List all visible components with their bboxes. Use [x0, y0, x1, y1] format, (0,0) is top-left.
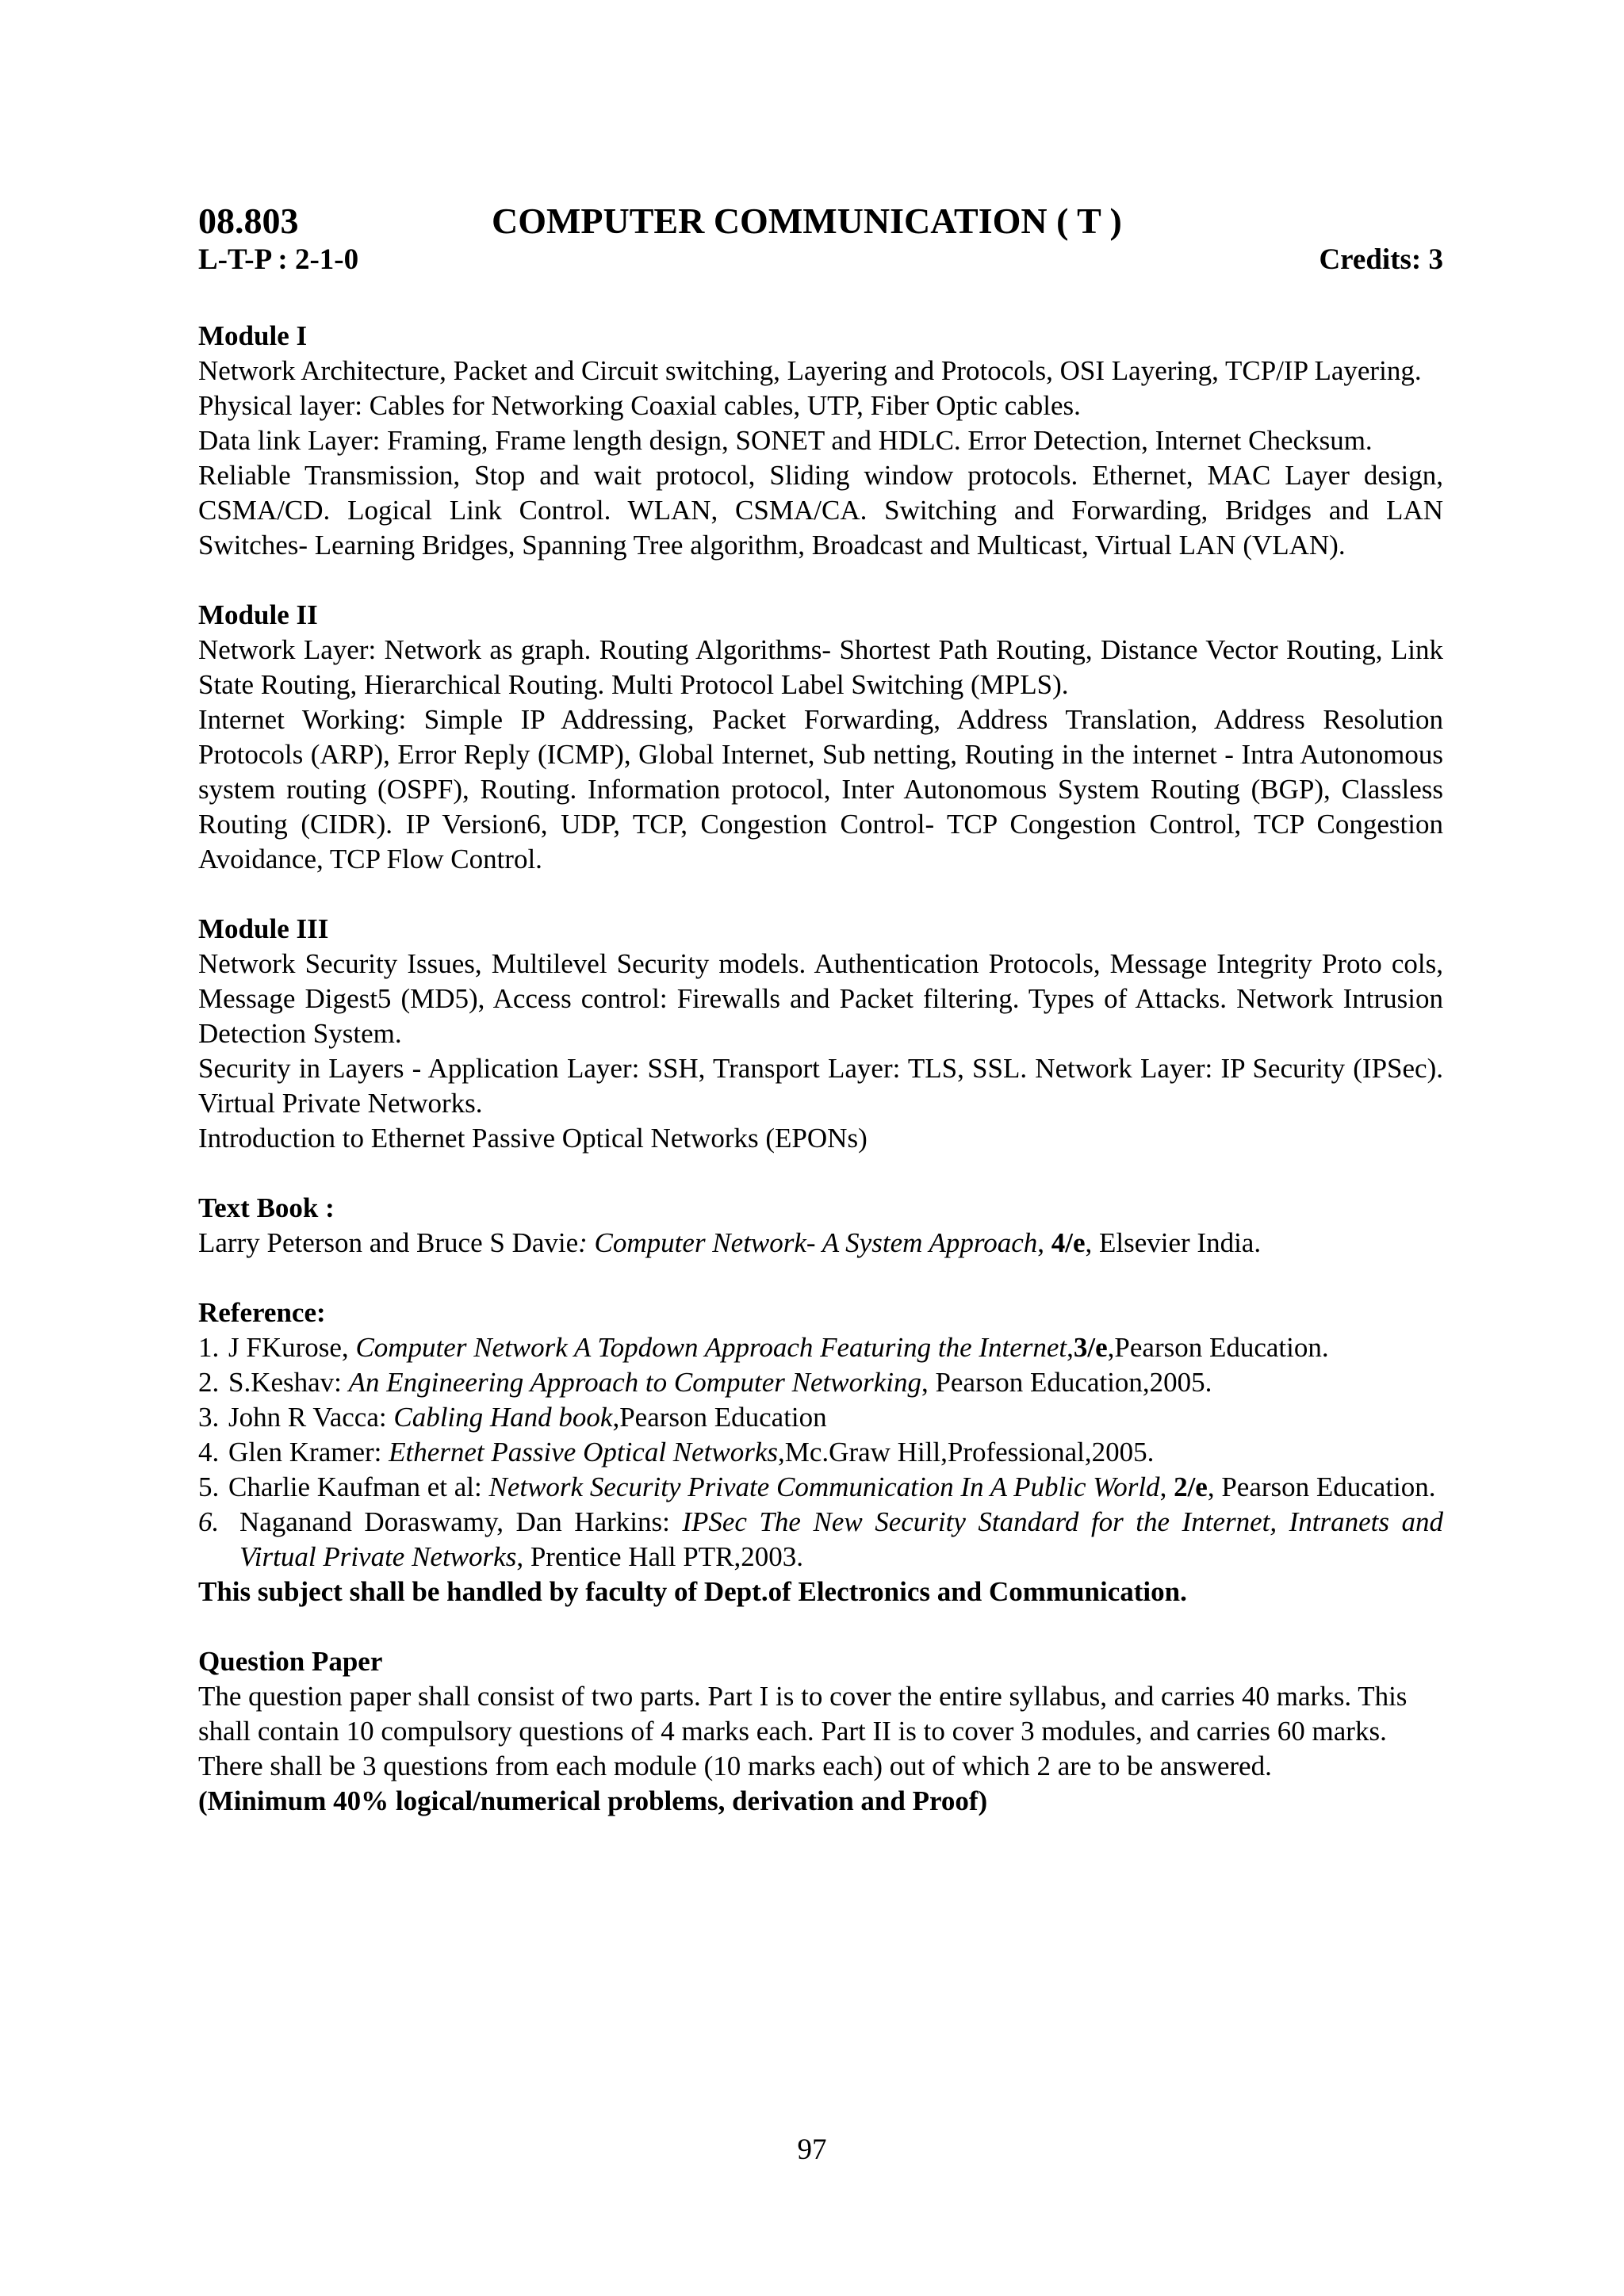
reference-publisher: , Pearson Education. [1207, 1471, 1436, 1502]
textbook-title: : Computer Network- A System Approach [578, 1227, 1038, 1258]
module-1-paragraph: Reliable Transmission, Stop and wait protocol, Sliding window protocols. Ethernet, MAC Layer design, CSMA/CD. Logical Link Control. WLAN, CSMA/CA. Switching and Forwarding, Bridges and LAN Switches- Learning Bridges, Spanning Tree algorithm, Broadcast and Multicast, Virtual LAN (VLAN). [198, 460, 1443, 561]
reference-number: 2. [198, 1367, 220, 1398]
reference-edition: 2/e [1174, 1471, 1208, 1502]
textbook-publisher: , Elsevier India. [1085, 1227, 1262, 1258]
reference-separator: , [1067, 1332, 1074, 1363]
reference-item [198, 1435, 1443, 1470]
module-3-paragraph: Network Security Issues, Multilevel Security models. Authentication Protocols, Message Integrity Proto cols, Message Digest5 (MD5), Access control: Firewalls and Packet filtering. Types of Attacks. Network Intrusion Detection System. [198, 948, 1443, 1049]
module-1-paragraph: Network Architecture, Packet and Circuit switching, Layering and Protocols, OSI Layering, TCP/IP Layering. [198, 355, 1422, 386]
textbook-edition: 4/e [1051, 1227, 1086, 1258]
document-content [198, 200, 1443, 1819]
reference-author: John R Vacca: [228, 1402, 394, 1433]
module-2-paragraph: Internet Working: Simple IP Addressing, Packet Forwarding, Address Translation, Address Resolution Protocols (ARP), Error Reply (ICMP), Global Internet, Sub netting, Routing in the internet - Intra Autonomous system routing (OSPF), Routing. Information protocol, Inter Autonomous System Routing (BGP), Classless Routing (CIDR). IP Version6, UDP, TCP, Congestion Control- TCP Congestion Control, TCP Congestion Avoidance, TCP Flow Control. [198, 704, 1443, 874]
reference-edition: 3/e [1073, 1332, 1108, 1363]
reference-publisher: ,Pearson Education [612, 1402, 827, 1433]
reference-number: 1. [198, 1332, 220, 1363]
textbook-entry [198, 1226, 1443, 1261]
course-meta-row [198, 243, 1443, 277]
reference-item [198, 1330, 1443, 1365]
course-title: COMPUTER COMMUNICATION ( T ) [492, 201, 1122, 241]
reference-item [198, 1505, 1443, 1575]
textbook-authors: Larry Peterson and Bruce S Davie [198, 1227, 579, 1258]
module-3-paragraph: Security in Layers - Application Layer: SSH, Transport Layer: TLS, SSL. Network Layer: IP Security (IPSec). Virtual Private Networks. [198, 1053, 1443, 1119]
reference-heading: Reference: [198, 1297, 326, 1328]
reference-item [198, 1470, 1443, 1505]
reference-number: 6. [198, 1506, 220, 1537]
reference-author: S.Keshav: [228, 1367, 349, 1398]
ltp-label: L-T-P : 2-1-0 [198, 243, 359, 276]
reference-title: Ethernet Passive Optical Networks [389, 1437, 779, 1468]
question-paper-note: (Minimum 40% logical/numerical problems, derivation and Proof) [198, 1785, 988, 1816]
reference-title: IPSec The New Security Standard for the Internet, Intranets and Virtual Private Networks [239, 1506, 1443, 1572]
reference-author: Glen Kramer: [228, 1437, 389, 1468]
reference-title: An Engineering Approach to Computer Networking [348, 1367, 921, 1398]
reference-item [198, 1400, 1443, 1435]
module-3-paragraph: Introduction to Ethernet Passive Optical Networks (EPONs) [198, 1123, 868, 1154]
reference-title: Cabling Hand book [393, 1402, 613, 1433]
question-paper-heading: Question Paper [198, 1646, 383, 1677]
reference-separator: , [1159, 1471, 1174, 1502]
reference-title: Computer Network A Topdown Approach Featuring the Internet [355, 1332, 1067, 1363]
course-title-row [198, 200, 1443, 243]
reference-author: Naganand Doraswamy, Dan Harkins: [239, 1506, 683, 1537]
reference-publisher: , Pearson Education,2005. [921, 1367, 1212, 1398]
module-2-paragraph: Network Layer: Network as graph. Routing Algorithms- Shortest Path Routing, Distance Vector Routing, Link State Routing, Hierarchical Routing. Multi Protocol Label Switching (MPLS). [198, 634, 1443, 700]
question-paper-paragraph: The question paper shall consist of two parts. Part I is to cover the entire syllabus, and carries 40 marks. This shall contain 10 compulsory questions of 4 marks each. Part II is to cover 3 modules, and carries 60 marks. There shall be 3 questions from each module (10 marks each) out of which 2 are to be answered. [198, 1681, 1408, 1781]
reference-title: Network Security Private Communication In A Public World [488, 1471, 1160, 1502]
reference-number: 5. [198, 1471, 220, 1502]
reference-author: J FKurose, [228, 1332, 356, 1363]
reference-item [198, 1365, 1443, 1400]
credits-label: Credits: 3 [1319, 243, 1443, 276]
course-code: 08.803 [198, 201, 299, 241]
reference-publisher: ,Mc.Graw Hill,Professional,2005. [778, 1437, 1155, 1468]
reference-number: 4. [198, 1437, 220, 1468]
textbook-heading: Text Book : [198, 1192, 335, 1223]
reference-publisher: ,Pearson Education. [1107, 1332, 1329, 1363]
department-note: This subject shall be handled by faculty of Dept.of Electronics and Communication. [198, 1576, 1187, 1607]
reference-author: Charlie Kaufman et al: [228, 1471, 489, 1502]
module-1-heading: Module I [198, 320, 308, 351]
module-1-paragraph: Physical layer: Cables for Networking Coaxial cables, UTP, Fiber Optic cables. [198, 390, 1081, 421]
module-3-heading: Module III [198, 913, 329, 944]
module-1-paragraph: Data link Layer: Framing, Frame length design, SONET and HDLC. Error Detection, Internet Checksum. [198, 425, 1373, 456]
reference-publisher: , Prentice Hall PTR,2003. [516, 1541, 803, 1572]
reference-number: 3. [198, 1402, 220, 1433]
module-2-heading: Module II [198, 599, 318, 630]
textbook-separator: , [1037, 1227, 1051, 1258]
page-number: 97 [797, 2133, 827, 2166]
